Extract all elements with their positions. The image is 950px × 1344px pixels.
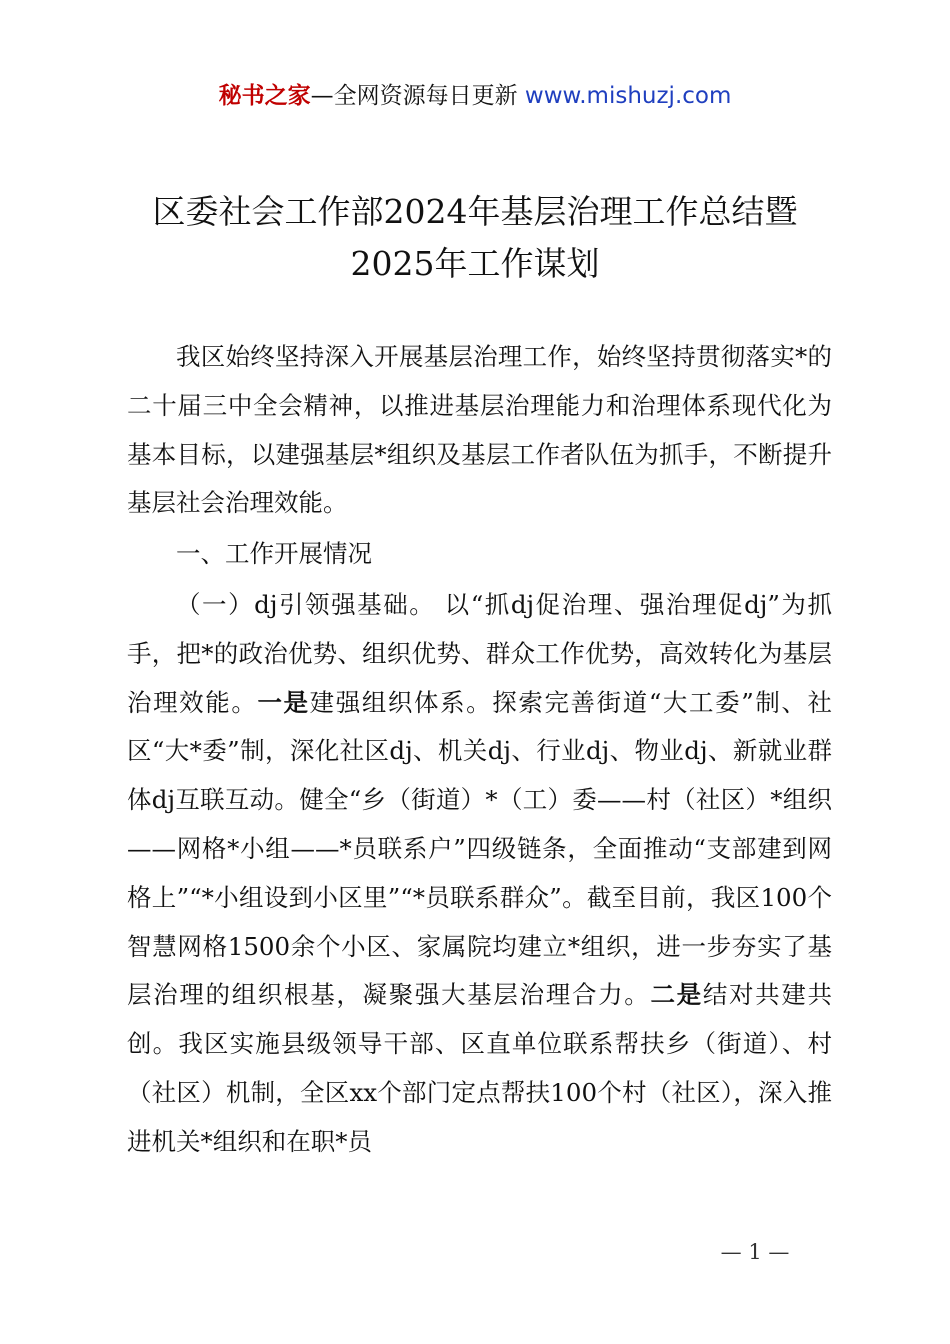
document-title [60, 186, 890, 290]
title-line-1: 区委社会工作部2024年基层治理工作总结暨 [152, 192, 798, 231]
point-1-text: 建强组织体系。探索完善街道“大工委”制、社区“大*委”制，深化社区dj、机关dj、行业dj、物业dj、新就业群体dj互联互动。健全“乡（街道）*（工）委——村（社区）*组织——网格*小组——*员联系户”四级链条，全面推动“支部建到网格上”“*小组设到小区里”“*员联系群众”。截至目前，我区100个智慧网格1500余个小区、家属院均建立*组织，进一步夯实了基层治理的组织根基，凝聚强大基层治理合力。 [127, 687, 832, 1010]
subsection-heading: （一）dj引领强基础。 以“抓dj促治理、强治理促dj”为抓手，把*的政治优势、组织优势、群众工作优势，高效转化为基层治理效能。 [127, 589, 832, 717]
subsection-paragraph [127, 581, 832, 1167]
point-1-label: 一是 [257, 687, 310, 717]
point-2-label: 二是 [650, 980, 703, 1010]
title-line-2: 2025年工作谋划 [350, 244, 600, 283]
section-heading: 一、工作开展情况 [176, 539, 372, 569]
brand-name: 秘书之家 [218, 83, 311, 109]
intro-paragraph: 我区始终坚持深入开展基层治理工作，始终坚持贯彻落实*的二十届三中全会精神，以推进基层治理能力和治理体系现代化为基本目标，以建强基层*组织及基层工作者队伍为抓手，不断提升基层社会治理效能。 [127, 342, 832, 518]
page-number: — 1 — [720, 1240, 790, 1264]
banner-tagline: —全网资源每日更新 [310, 83, 525, 109]
point-2-text: 结对共建共创。我区实施县级领导干部、区直单位联系帮扶乡（街道）、村（社区）机制，全区xx个部门定点帮扶100个村（社区），深入推进机关*组织和在职*员 [127, 980, 833, 1156]
site-url[interactable]: www.mishuzj.com [524, 83, 732, 109]
site-banner [0, 80, 950, 112]
document-body [127, 333, 832, 1167]
